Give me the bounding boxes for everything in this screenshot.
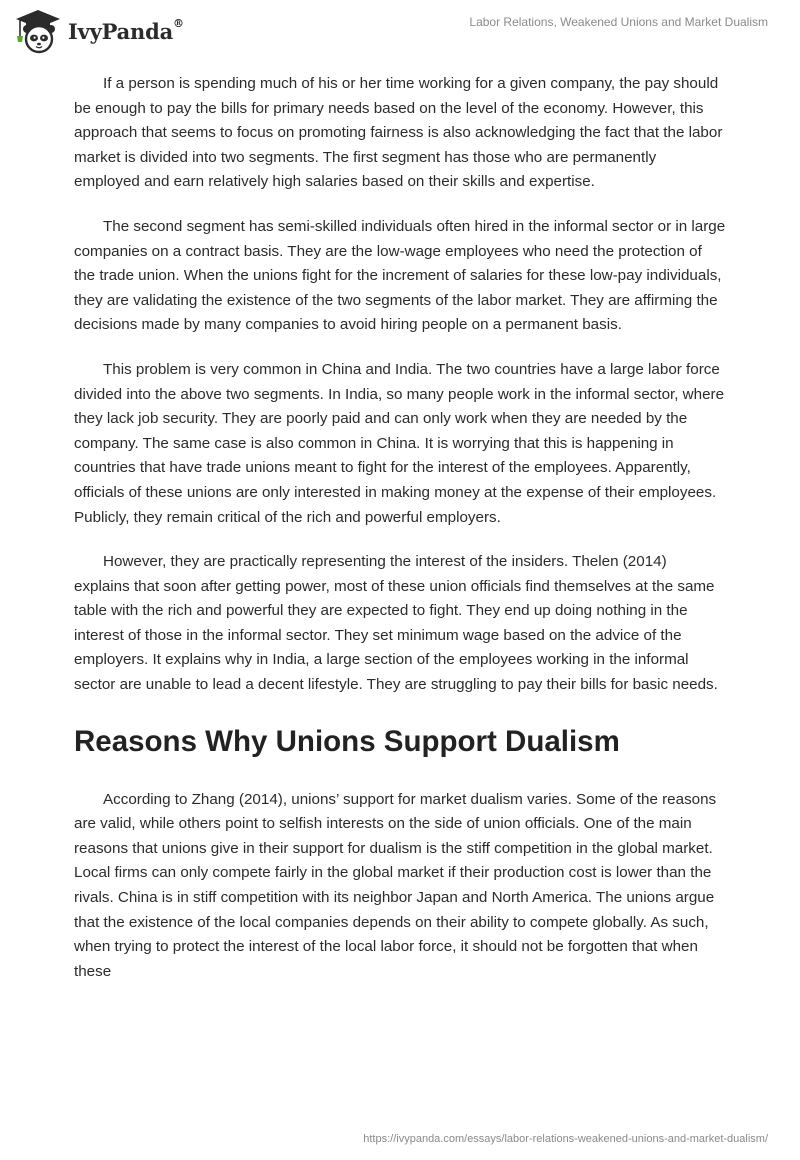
paragraph: This problem is very common in China and India. The two countries have a large labor force divided into the above two segments. In India, so many people work in the informal sector, where they lack job security. They are poorly paid and can only work when they are needed by the company. The same case is also common in China. It is worrying that this is happening in countries that have trade unions meant to fight for the interest of the employees. Apparently, officials of these unions are only interested in making money at the expense of their employees. Publicly, they remain critical of the rich and powerful employers. bbox=[74, 360, 725, 526]
panda-graduate-logo-icon bbox=[14, 8, 62, 54]
document-title: Labor Relations, Weakened Unions and Market Dualism bbox=[469, 15, 768, 29]
paragraph: If a person is spending much of his or her time working for a given company, the pay should be enough to pay the bills for primary needs based on the level of the economy. However, this approach that seems to focus on promoting fairness is also acknowledging the fact that the labor market is divided into two segments. The first segment has those who are permanently employed and earn relatively high salaries based on their skills and expertise. bbox=[74, 75, 723, 191]
section-heading: Reasons Why Unions Support Dualism bbox=[74, 724, 620, 758]
essay-body bbox=[74, 72, 726, 1004]
source-url[interactable]: https://ivypanda.com/essays/labor-relations-weakened-unions-and-market-dualism/ bbox=[363, 1133, 768, 1145]
logo-wordmark: IvyPanda® bbox=[68, 16, 184, 44]
site-logo[interactable] bbox=[14, 8, 184, 54]
paragraph: The second segment has semi-skilled individuals often hired in the informal sector or in large companies on a contract basis. They are the low-wage employees who need the protection of the trade union. When the unions fight for the increment of salaries for these low-pay individuals, they are validating the existence of the two segments of the labor market. They are affirming the decisions made by many companies to avoid hiring people on a permanent basis. bbox=[74, 217, 726, 334]
paragraph: According to Zhang (2014), unions’ support for market dualism varies. Some of the reasons are valid, while others point to selfish interests on the side of union officials. One of the main reasons that unions give in their support for dualism is the stiff competition in the global market. Local firms can only compete fairly in the global market if their production cost is lower than the rivals. China is in stiff competition with its neighbor Japan and North America. The unions argue that the existence of the local companies depends on their ability to compete globally. As such, when trying to protect the interest of the local labor force, it should not be forgotten that when these bbox=[74, 790, 717, 980]
paragraph: However, they are practically representing the interest of the insiders. Thelen (2014) explains that soon after getting power, most of these union officials find themselves at the same table with the rich and powerful they are expected to fight. They end up doing nothing in the interest of those in the informal sector. They set minimum wage based on the advice of the employers. It explains why in India, a large section of the employees working in the informal sector are unable to lead a decent lifestyle. They are struggling to pay their bills for basic needs. bbox=[74, 553, 718, 694]
page-header bbox=[0, 0, 800, 62]
